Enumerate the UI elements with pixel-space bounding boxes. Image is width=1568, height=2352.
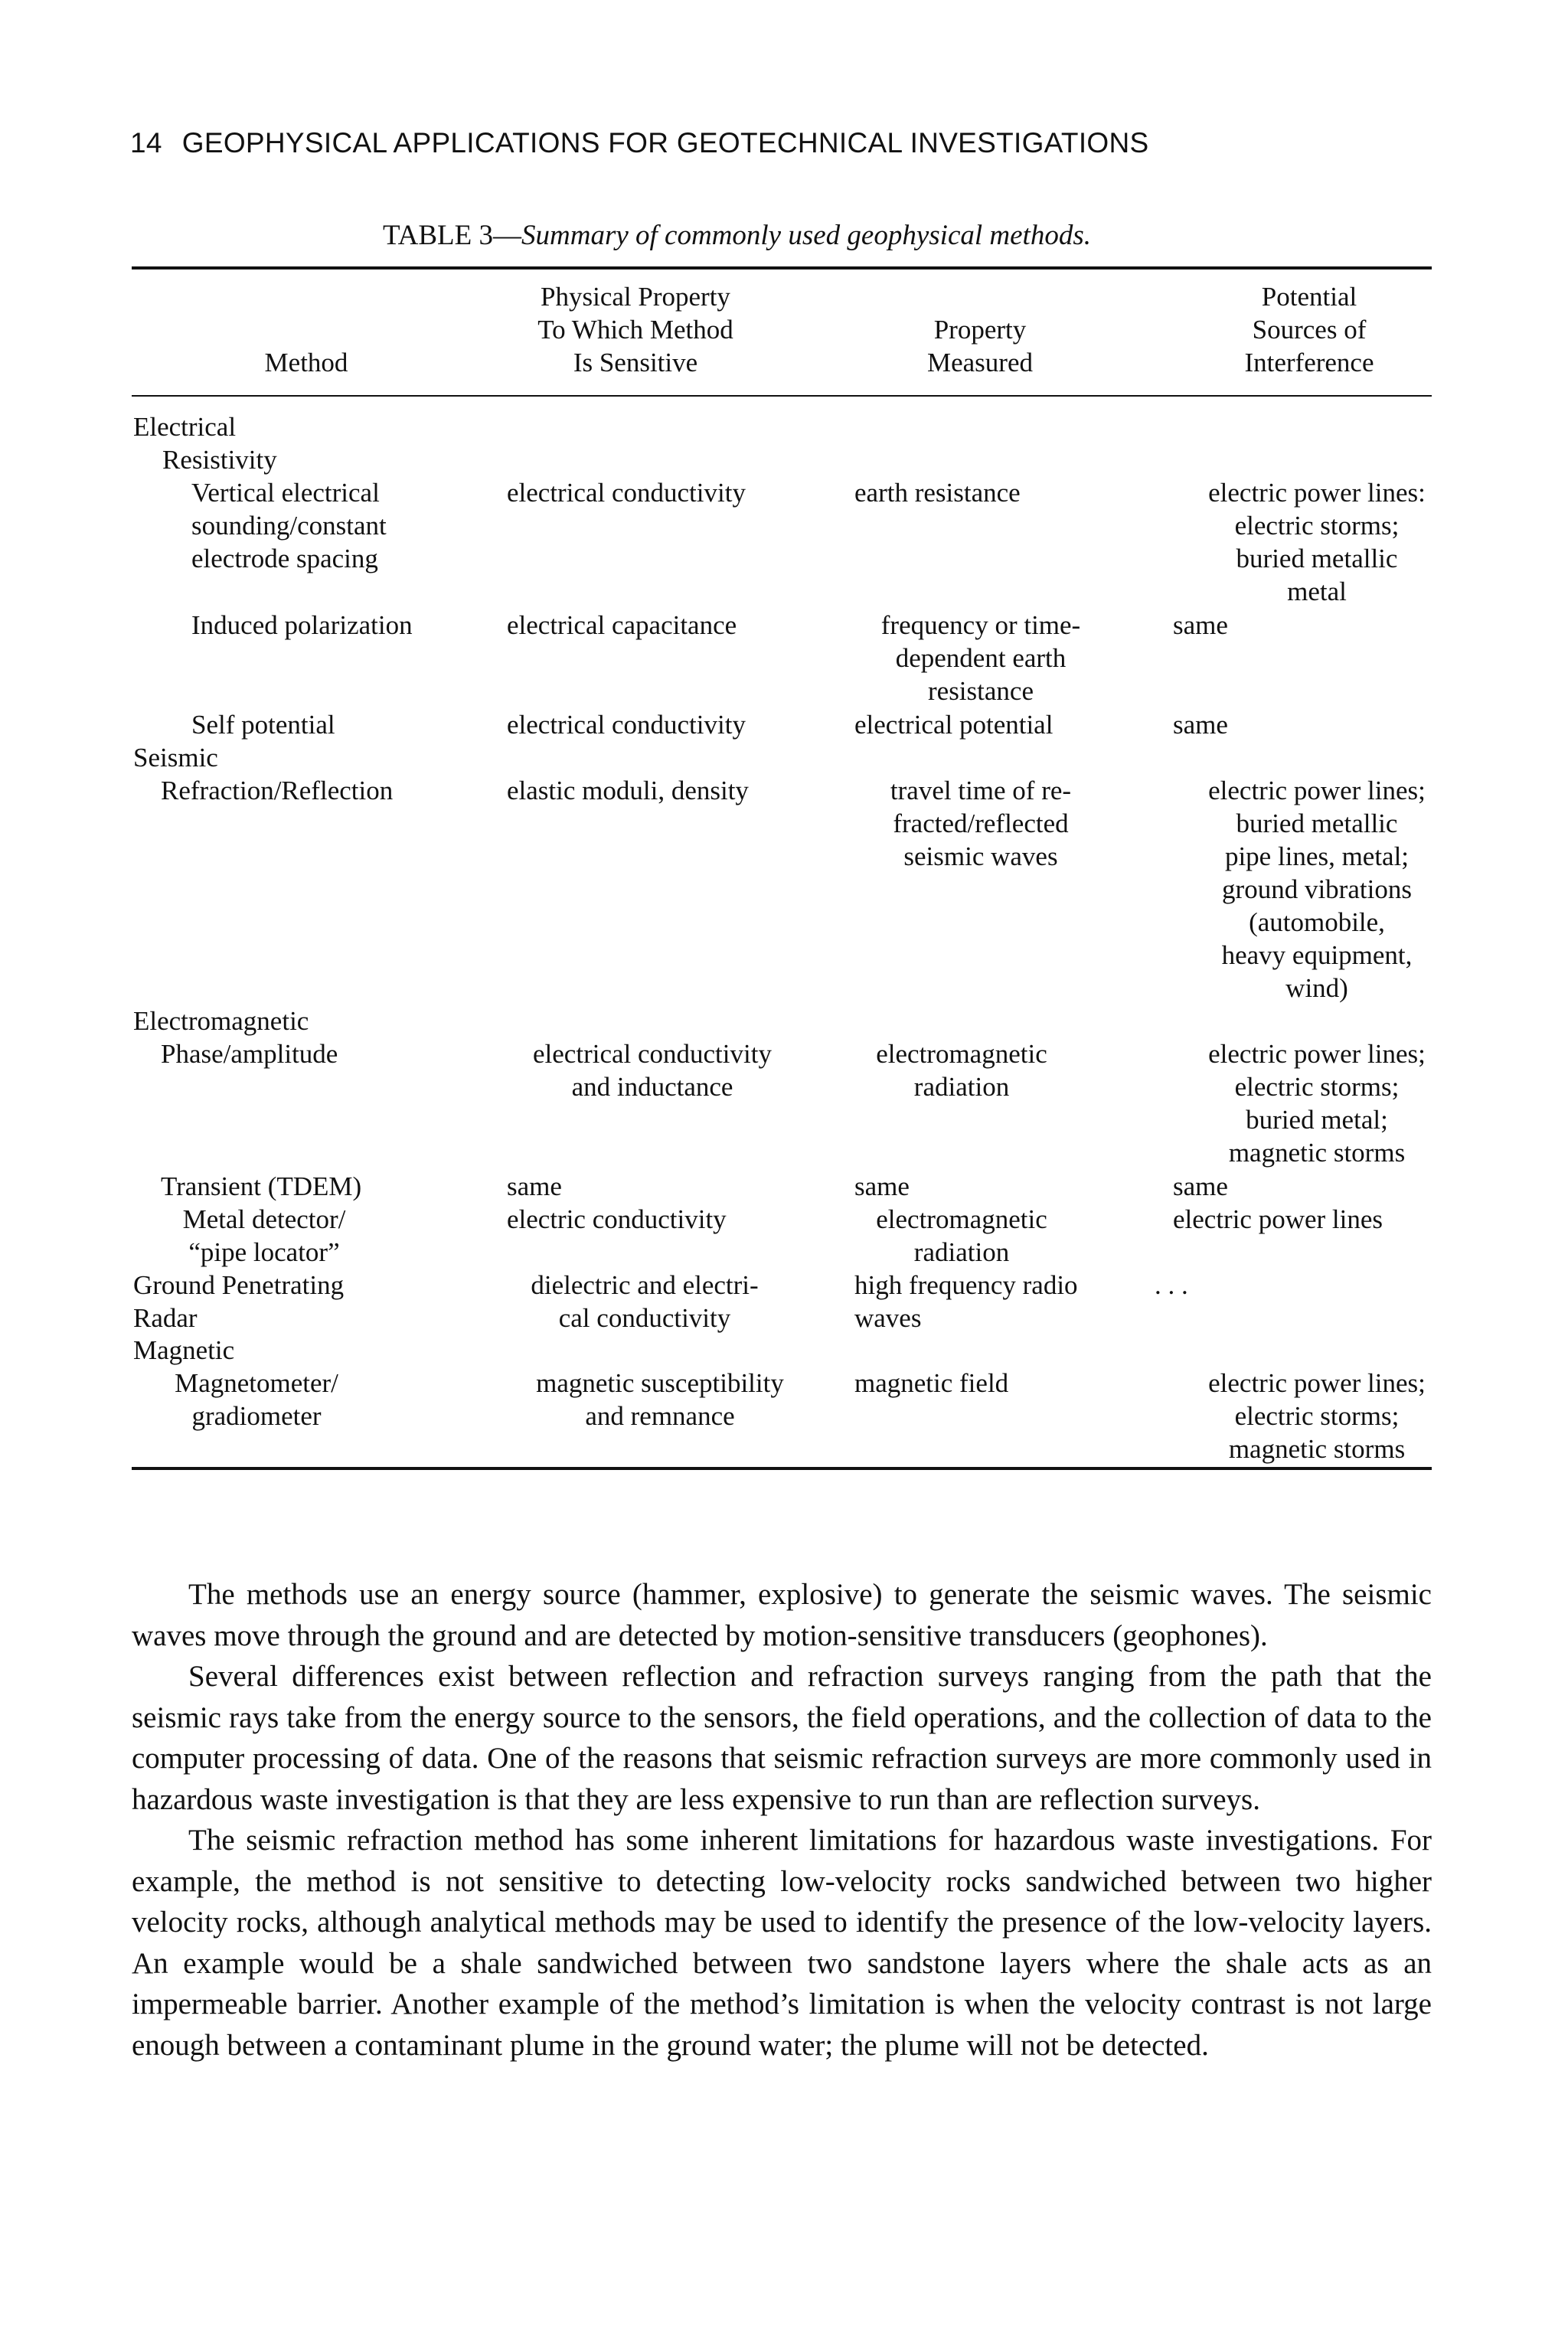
cell-measured: high frequency radio waves xyxy=(854,1270,1078,1333)
table-caption xyxy=(383,219,1091,252)
running-title: GEOPHYSICAL APPLICATIONS FOR GEOTECHNICAL INVESTIGATIONS xyxy=(181,127,1149,158)
table-caption-text: Summary of commonly used geophysical methods. xyxy=(521,220,1091,251)
table-top-rule xyxy=(132,266,1432,270)
cell-method: Phase/amplitude xyxy=(161,1039,338,1069)
header-method: Method xyxy=(264,348,348,377)
cell-interference: electric power lines; buried metallic pipe lines, metal; ground vibrations (automobile, heavy equipment, wind) xyxy=(1208,776,1426,1003)
cell-method: Refraction/Reflection xyxy=(161,776,394,805)
cell-measured: electromagnetic radiation xyxy=(876,1039,1047,1102)
table-header-rule xyxy=(132,395,1432,397)
cell-method: Metal detector/ “pipe locator” xyxy=(182,1204,346,1267)
table-bottom-rule xyxy=(132,1467,1432,1470)
group-electromagnetic: Electromagnetic xyxy=(133,1006,309,1036)
group-electrical: Electrical xyxy=(133,412,237,442)
cell-method xyxy=(133,1269,394,1334)
cell-interference: same xyxy=(1173,1171,1228,1201)
header-interference: Potential Sources of Interference xyxy=(1244,282,1374,377)
cell-method: Transient (TDEM) xyxy=(161,1171,362,1201)
cell-physical: electrical conductivity xyxy=(507,710,746,740)
cell-physical: same xyxy=(507,1171,562,1201)
body-text xyxy=(132,1574,1432,2066)
cell-method: Induced polarization xyxy=(191,610,413,640)
header-physical-property: Physical Property To Which Method Is Sensitive xyxy=(537,282,733,377)
header-property-measured: Property Measured xyxy=(926,315,1033,377)
cell-method: Vertical electrical sounding/constant electrode spacing xyxy=(191,478,387,573)
group-magnetic: Magnetic xyxy=(133,1335,235,1365)
cell-physical: electrical conductivity and inductance xyxy=(533,1039,772,1102)
running-header xyxy=(130,127,1148,159)
cell-measured: earth resistance xyxy=(854,478,1021,508)
cell-method: Self potential xyxy=(191,710,335,740)
cell-interference: electric power lines; electric storms; magnetic storms xyxy=(1208,1368,1426,1464)
cell-interference: . . . xyxy=(1155,1270,1188,1300)
cell-physical: electrical conductivity xyxy=(507,478,746,508)
cell-physical: magnetic susceptibility and remnance xyxy=(536,1368,784,1431)
cell-interference: electric power lines; electric storms; buried metal; magnetic storms xyxy=(1208,1039,1426,1168)
group-seismic: Seismic xyxy=(133,743,218,773)
cell-measured: travel time of re- fracted/reflected seismic waves xyxy=(890,776,1072,871)
cell-measured: electromagnetic radiation xyxy=(876,1204,1047,1267)
body-paragraph: Several differences exist between reflection and refraction surveys ranging from the path that the seismic rays take from the energy source to the sensors, the field operations, and the collection of data to the computer processing of data. One of the reasons that seismic refraction surveys are more commonly used in hazardous waste investigation is that they are less expensive to run than are reflection surveys. xyxy=(132,1660,1432,1816)
cell-method: Magnetometer/ gradiometer xyxy=(175,1368,338,1431)
body-paragraph: The seismic refraction method has some inherent limitations for hazardous waste investigations. For example, the method is not sensitive to detecting low-velocity rocks sandwiched between two higher velocity rocks, although analytical methods may be used to identify the presence of the low-velocity layers. An example would be a shale sandwiched between two sandstone layers where the shale acts as an impermeable barrier. Another example of the method’s limitation is when the velocity contrast is not large enough between a contaminant plume in the ground water; the plume will not be detected. xyxy=(132,1824,1432,2062)
body-paragraph: The methods use an energy source (hammer, explosive) to generate the seismic waves. The seismic waves move through the ground and are detected by motion-sensitive transducers (geophones). xyxy=(132,1578,1432,1652)
cell-interference: same xyxy=(1173,710,1228,740)
cell-measured: frequency or time- dependent earth resistance xyxy=(880,610,1081,706)
cell-interference: electric power lines: electric storms; buried metallic metal xyxy=(1208,478,1426,606)
table-caption-label: TABLE 3— xyxy=(383,220,521,251)
cell-physical: electric conductivity xyxy=(507,1204,727,1234)
cell-physical: electrical capacitance xyxy=(507,610,737,640)
cell-measured: electrical potential xyxy=(854,710,1054,740)
cell-measured: same xyxy=(854,1171,910,1201)
cell-measured: magnetic field xyxy=(854,1368,1009,1398)
group-resistivity: Resistivity xyxy=(162,445,277,475)
cell-physical: elastic moduli, density xyxy=(507,776,749,805)
cell-interference: electric power lines xyxy=(1173,1204,1383,1234)
page-number: 14 xyxy=(130,127,162,158)
cell-method-line1: Ground Penetrating Radar xyxy=(133,1270,345,1333)
cell-interference: same xyxy=(1173,610,1228,640)
cell-physical: dielectric and electri- cal conductivity xyxy=(531,1270,759,1333)
